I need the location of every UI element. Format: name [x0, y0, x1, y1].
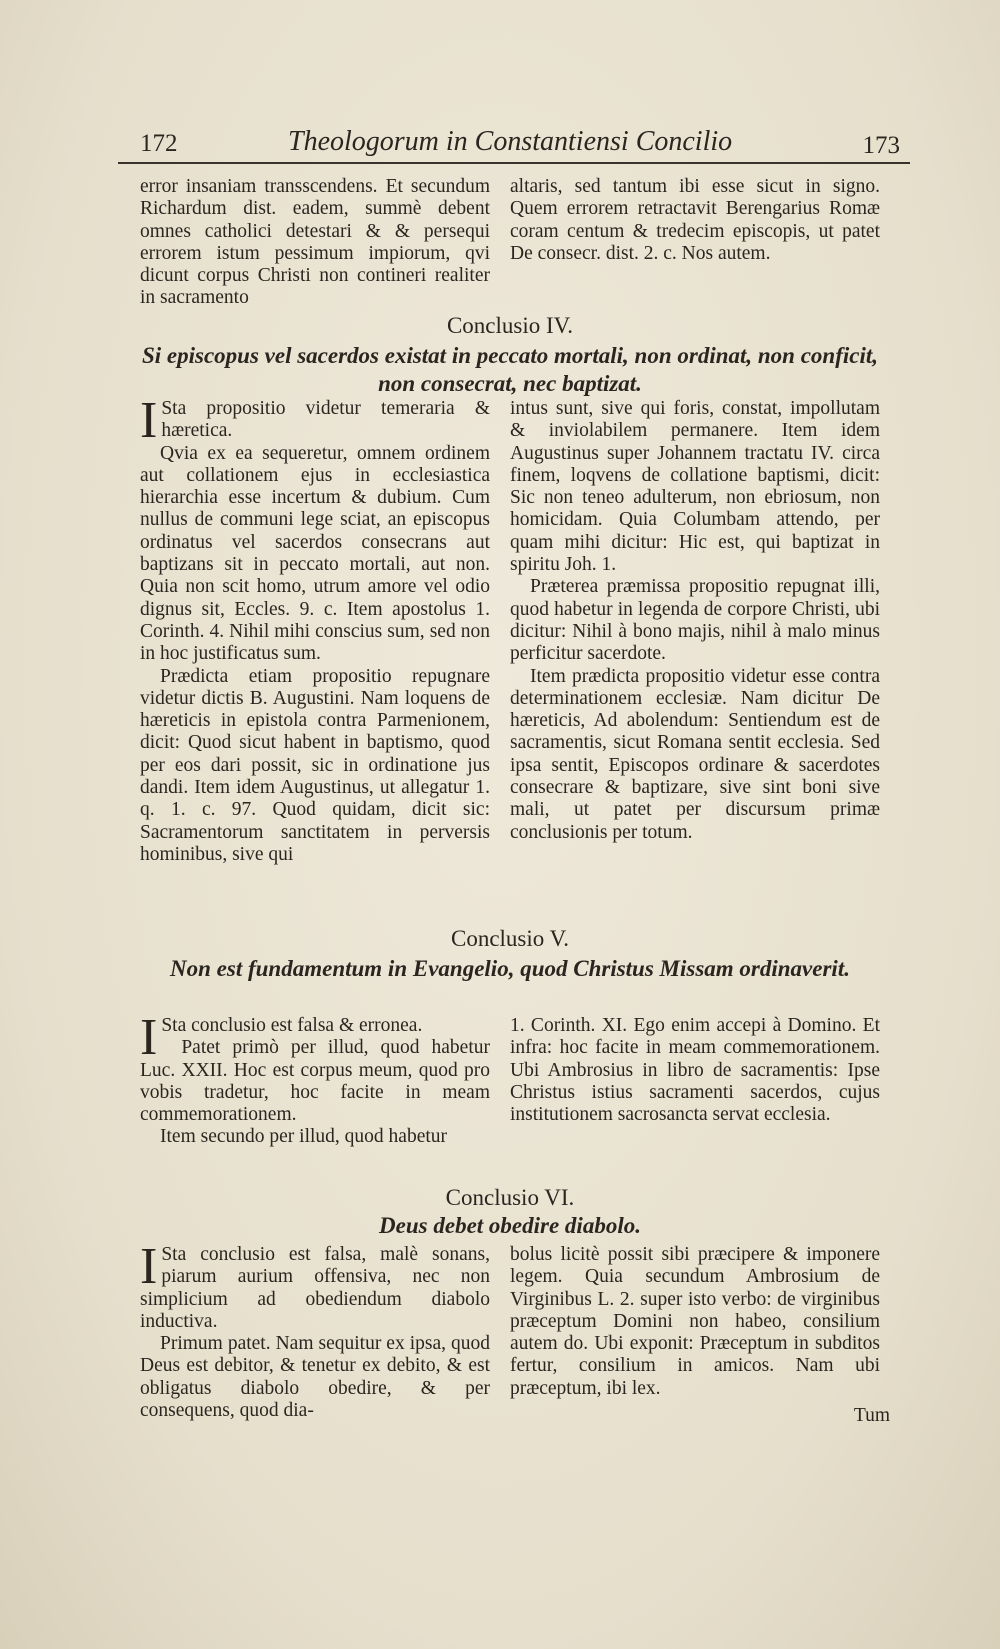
paragraph: altaris, sed tantum ibi esse sicut in signo. Quem errorem retractavit Berengarius Romæ coram centum & tredecim episcopis, ut patet De consecr. dist. 2. c. Nos autem. [510, 176, 880, 264]
page-number-right: 173 [862, 132, 900, 159]
conclusion-4-title: Conclusio IV. [446, 313, 574, 338]
catchword: Tum [853, 1405, 890, 1426]
paragraph: Patet primò per illud, quod habetur Luc. XXII. Hoc est corpus meum, quod pro vobis tradetur, hoc facite in meam commemorationem. [140, 1037, 490, 1126]
c4-right-column [510, 398, 880, 844]
paragraph: Præterea præmissa propositio repugnat illi, quod habetur in legenda de corpore Christi, ubi dicitur: Nihil à bono majis, nihil à malo minus perficitur sacerdote. [510, 576, 880, 665]
c6-left-column [140, 1238, 490, 1422]
paragraph-text: Sta conclusio est falsa, malè sonans, piarum aurium offensiva, nec non simplicium ad obediendum diabolo inductiva. [140, 1244, 490, 1332]
paragraph-first [140, 392, 490, 449]
paragraph: error insaniam transscendens. Et secundum Richardum dist. eadem, summè debent omnes catholici detestari & & persequi errorem istum pessimum impiorum, qvi dicunt corpus Christi non contineri realiter in sacramento [140, 176, 490, 309]
running-title: Theologorum in Constantiensi Concilio [288, 126, 733, 157]
c4-left-column [140, 392, 490, 866]
paragraph: Qvia ex ea sequeretur, omnem ordinem aut collationem ejus in ecclesiastica hierarchia esse incertum & dubium. Cum nullus de communi lege sciat, an episcopus ordinatus vel sacerdos consecrans aut baptizans sit in peccato mortali, aut non. Quia non scit homo, utrum amore vel odio dignus sit, Eccles. 9. c. Item apostolus 1. Corinth. 4. Nihil mihi conscius sum, sed non in hoc justificatus sum. [140, 442, 490, 665]
top-left-column [140, 176, 490, 310]
conclusion-5-title: Conclusio V. [450, 926, 569, 951]
paragraph: bolus licitè possit sibi præcipere & imponere legem. Quia secundum Ambrosium de Virginibus L. 2. super isto verbo: de virginibus præceptum Domini non habeo, consilium autem do. Ubi exponit: Præceptum in subditos fertur, consilium in amicos. Nam ubi præceptum, ibi lex. [510, 1244, 880, 1399]
drop-cap: I [140, 1238, 158, 1295]
page-number-left: 172 [140, 130, 178, 157]
c5-left-column [140, 1009, 490, 1149]
paragraph: Primum patet. Nam sequitur ex ipsa, quod Deus est debitor, & tenetur ex debito, & est obligatus diabolo obedire, & per consequens, quod dia- [140, 1333, 490, 1422]
conclusion-6-title: Conclusio VI. [445, 1185, 575, 1210]
conclusion-5-statement: Non est fundamentum in Evangelio, quod Christus Missam ordinaverit. [170, 956, 850, 981]
c6-right-column [510, 1244, 880, 1400]
top-right-column [510, 176, 880, 265]
paragraph: Prædicta etiam propositio repugnare videtur dictis B. Augustini. Nam loquens de hæreticis in epistola contra Parmenionem, dicit: Quod sicut habent in baptismo, quod per eos dari possit, sic in ordinatione jus dandi. Item idem Augustinus, ut allegatur 1. q. 1. c. 97. Quod quidam, dicit sic: Sacramentorum sanctitatem in perversis hominibus, sive qui [140, 665, 490, 865]
c5-right-column [510, 1015, 880, 1126]
conclusion-4-statement: Si episcopus vel sacerdos existat in peccato mortali, non ordinat, non conficit, non consecrat, nec baptizat. [141, 343, 879, 396]
paragraph-text: Sta conclusio est falsa & erronea. [161, 1015, 423, 1036]
running-header [118, 126, 910, 164]
paragraph-first [140, 1009, 490, 1066]
paragraph-first [140, 1238, 490, 1333]
paragraph: intus sunt, sive qui foris, constat, impollutam & inviolabilem permanere. Item idem Augustinus super Johannem tractatu IV. circa finem, loqvens de collatione baptismi, dicit: Sic non teneo adulterum, non ebriosum, non homicidam. Quia Columbam attendo, per quam mihi dicitur: Hic est, qui baptizat in spiritu Joh. 1. [510, 398, 880, 576]
paragraph: Item secundo per illud, quod habetur [160, 1126, 448, 1148]
drop-cap: I [140, 392, 158, 449]
conclusion-6-statement: Deus debet obedire diabolo. [379, 1213, 641, 1238]
paragraph: Item prædicta propositio videtur esse contra determinationem ecclesiæ. Nam dicitur De hæreticis, Ad abolendum: Sentiendum est de sacramentis, sicut Romana sentit ecclesia. Sed ipsa sentit, Episcopos ordinare & sacerdotes consecrare & baptizare, sive sint boni sive mali, ut patet per discursum primæ conclusionis per totum. [510, 665, 880, 843]
paragraph: 1. Corinth. XI. Ego enim accepi à Domino. Et infra: hoc facite in meam commemorationem. Ubi Ambrosius in libro de sacramentis: Ipse Christus istius sacramenti sacerdos, cujus institutionem sacrosancta servat ecclesia. [510, 1015, 880, 1126]
paragraph-text: Sta propositio videtur temeraria & hæretica. [161, 398, 490, 442]
drop-cap: I [140, 1009, 158, 1066]
